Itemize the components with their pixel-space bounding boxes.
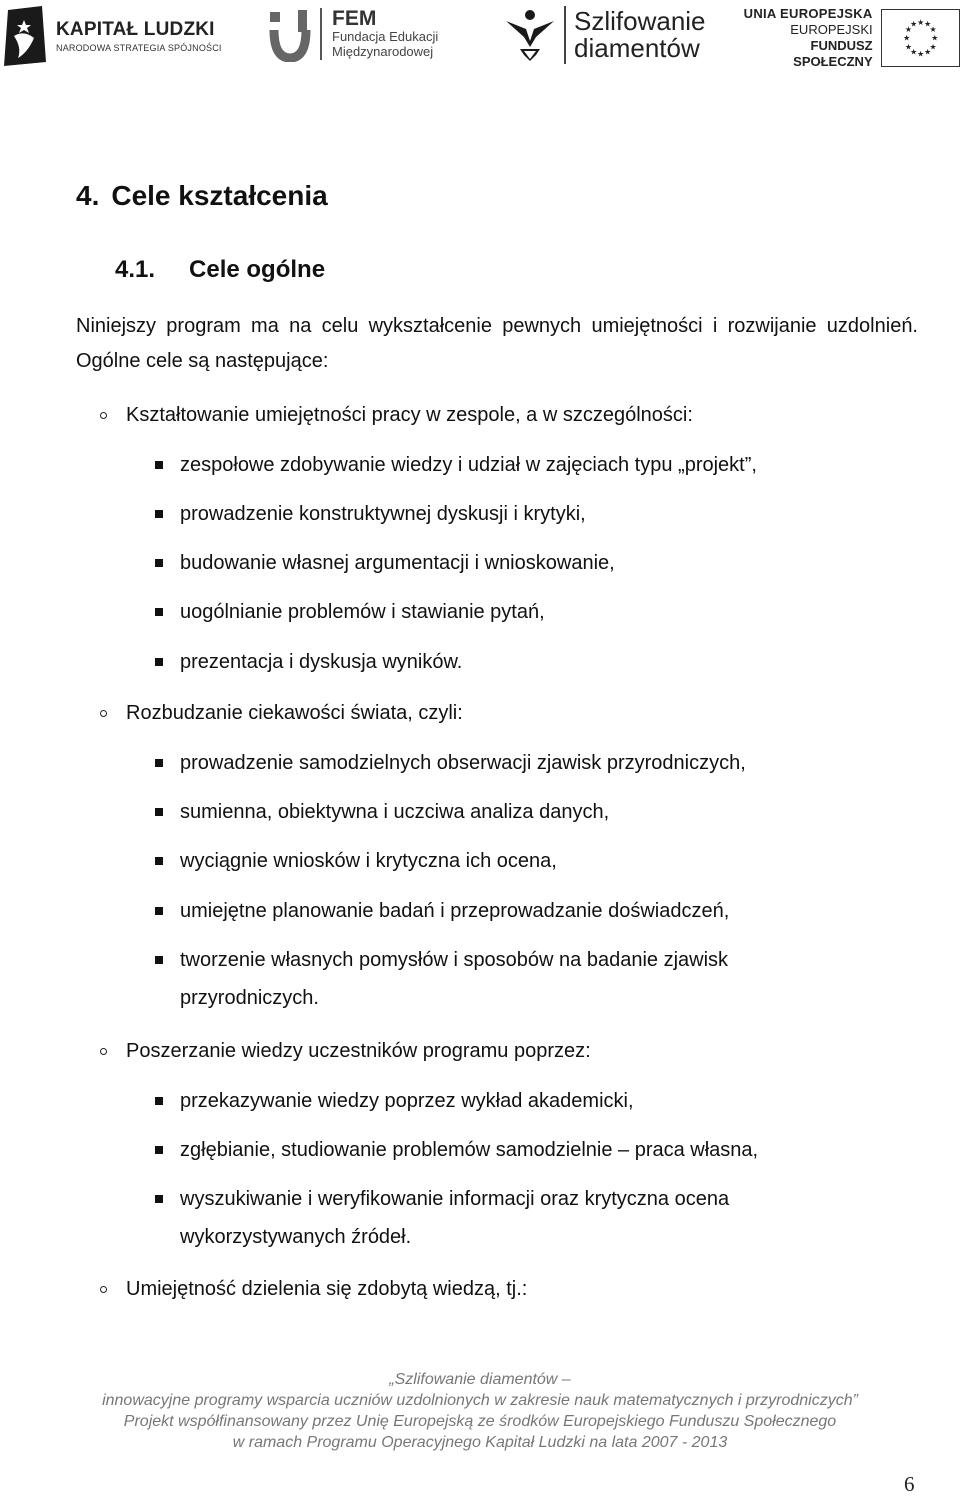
svg-text:★: ★ xyxy=(902,33,910,43)
footer-line1: „Szlifowanie diamentów – xyxy=(389,1371,571,1388)
goal-item: Umiejętność dzielenia się zdobytą wiedzą, tj.: xyxy=(126,1278,528,1300)
szlifowanie-divider xyxy=(564,6,566,64)
fem-logo xyxy=(268,6,438,62)
goal-subitem: sumienna, obiektywna i uczciwa analiza danych, xyxy=(180,801,610,823)
page-number: 6 xyxy=(904,1472,915,1496)
svg-text:★: ★ xyxy=(930,33,938,43)
fem-title: FEM xyxy=(332,7,377,30)
subsection-number: 4.1. xyxy=(115,256,156,283)
svg-text:★: ★ xyxy=(929,42,937,52)
svg-text:★: ★ xyxy=(904,24,912,34)
svg-text:★: ★ xyxy=(904,42,912,52)
goal-subitem xyxy=(180,948,728,1010)
eu-line3: FUNDUSZ SPOŁECZNY xyxy=(793,38,873,69)
kapital-ludzki-logo xyxy=(2,6,222,66)
diamond-figure-icon xyxy=(502,7,558,63)
eu-line2: EUROPEJSKI xyxy=(790,22,873,37)
svg-text:★: ★ xyxy=(923,19,931,29)
goal-item: Rozbudzanie ciekawości świata, czyli: xyxy=(126,702,463,724)
goal-subitem: umiejętne planowanie badań i przeprowadzanie doświadczeń, xyxy=(180,900,730,922)
fem-emblem-icon xyxy=(268,6,312,62)
intro-paragraph: Niniejszy program ma na celu wykształcenie pewnych umiejętności i rozwijanie uzdolnień. Ogólne cele są następujące: xyxy=(76,315,918,372)
goal-subitem: budowanie własnej argumentacji i wnioskowanie, xyxy=(180,552,615,574)
header-logos xyxy=(0,0,960,75)
svg-text:★: ★ xyxy=(929,24,937,34)
svg-text:★: ★ xyxy=(909,19,917,29)
svg-text:★: ★ xyxy=(909,47,917,57)
fem-line1: Fundacja Edukacji xyxy=(332,29,439,44)
eu-logo xyxy=(742,6,960,70)
goal-subitem: prezentacja i dyskusja wyników. xyxy=(180,651,463,673)
goal-subitem: prowadzenie samodzielnych obserwacji zjawisk przyrodniczych, xyxy=(180,752,746,774)
goal-subitem: zespołowe zdobywanie wiedzy i udział w zajęciach typu „projekt”, xyxy=(180,454,757,476)
goal-subitem: uogólnianie problemów i stawianie pytań, xyxy=(180,601,545,623)
szlifowanie-line2: diamentów xyxy=(574,33,700,63)
szlifowanie-line1: Szlifowanie xyxy=(574,6,706,36)
goal-item: Poszerzanie wiedzy uczestników programu poprzez: xyxy=(126,1040,591,1062)
section-title: Cele kształcenia xyxy=(111,180,328,211)
subsection-title: Cele ogólne xyxy=(189,256,326,283)
svg-text:★: ★ xyxy=(923,47,931,57)
eu-line1: UNIA EUROPEJSKA xyxy=(743,6,873,21)
goal-subitem: wyciągnie wniosków i krytyczna ich ocena, xyxy=(180,850,557,872)
eu-flag-icon xyxy=(881,9,960,67)
goal-subitem: zgłębianie, studiowanie problemów samodzielnie – praca własna, xyxy=(180,1139,759,1161)
goal-subitem-line: wykorzystywanych źródeł. xyxy=(180,1226,412,1248)
fem-divider xyxy=(320,8,322,60)
goal-subitem: przekazywanie wiedzy poprzez wykład akademicki, xyxy=(180,1090,634,1112)
subsection-heading xyxy=(115,256,325,284)
section-heading xyxy=(76,180,328,212)
svg-text:★: ★ xyxy=(916,17,924,27)
goal-item: Kształtowanie umiejętności pracy w zespole, a w szczególności: xyxy=(126,404,693,426)
fem-line2: Międzynarodowej xyxy=(332,44,434,59)
goal-subitem: prowadzenie konstruktywnej dyskusji i krytyki, xyxy=(180,503,586,525)
footer-line2: innowacyjne programy wsparcia uczniów uzdolnionych w zakresie nauk matematycznych i przyrodniczych” xyxy=(102,1392,858,1409)
szlifowanie-diamentow-logo xyxy=(502,6,706,64)
goal-subitem-line: wyszukiwanie i weryfikowanie informacji oraz krytyczna ocena xyxy=(180,1188,730,1210)
goal-subitem-line: tworzenie własnych pomysłów i sposobów na badanie zjawisk xyxy=(180,949,729,971)
svg-text:★: ★ xyxy=(916,49,924,59)
kapital-ludzki-title: KAPITAŁ LUDZKI xyxy=(56,19,215,40)
kapital-ludzki-subtitle: NARODOWA STRATEGIA SPÓJNOŚCI xyxy=(56,43,222,53)
footer-line3: Projekt współfinansowany przez Unię Europejską ze środków Europejskiego Funduszu Społecznego xyxy=(123,1413,837,1430)
footer-line4: w ramach Programu Operacyjnego Kapitał Ludzki na lata 2007 - 2013 xyxy=(232,1434,728,1451)
goal-subitem-line: przyrodniczych. xyxy=(180,987,319,1009)
footer xyxy=(0,1369,960,1453)
kapital-ludzki-emblem-icon xyxy=(2,6,46,66)
goal-subitem xyxy=(180,1187,729,1249)
section-number: 4. xyxy=(76,180,100,211)
